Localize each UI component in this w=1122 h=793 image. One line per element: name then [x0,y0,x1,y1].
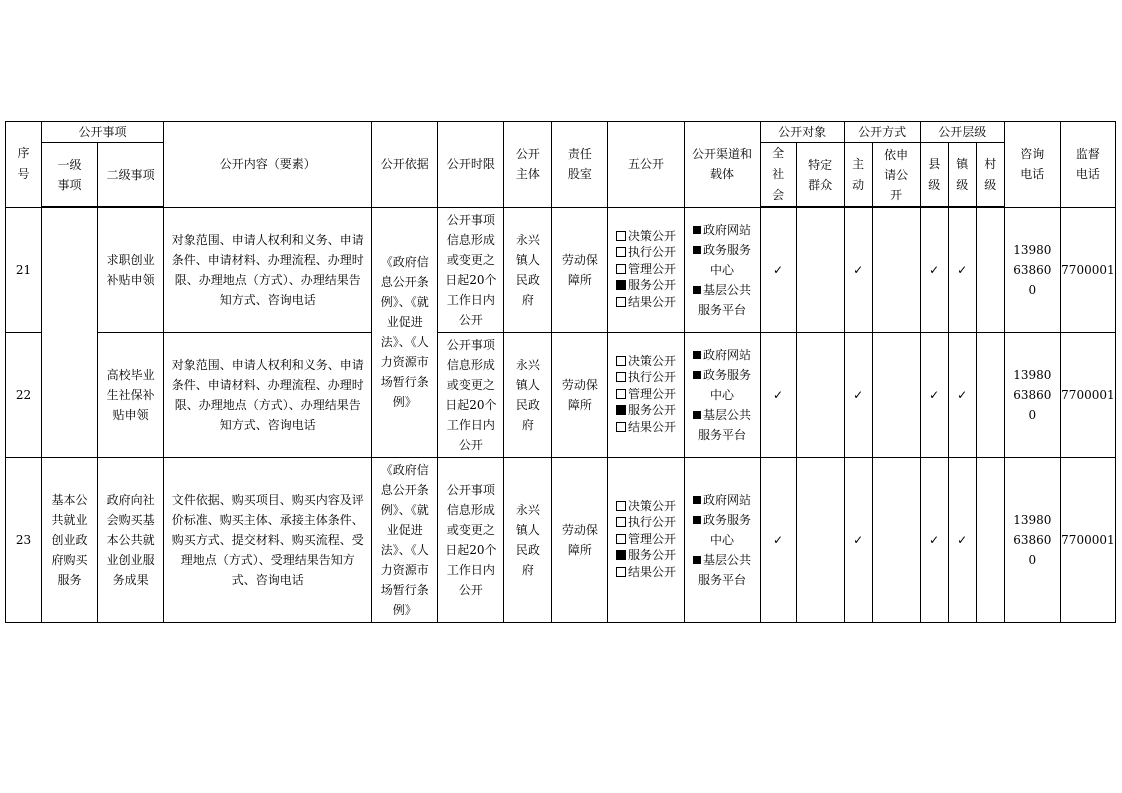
header-target-specific: 特定群众 [796,143,844,208]
checkbox-unchecked-icon [616,372,626,382]
five-public-item: 管理公开 [616,261,676,278]
check-level-town: ✓ [948,332,976,457]
filled-square-icon [693,286,701,294]
row-seq: 22 [6,332,42,457]
check-method-active: ✓ [844,457,872,622]
check-target-all: ✓ [760,457,796,622]
row-content: 对象范围、申请人权利和义务、申请条件、申请材料、办理流程、办理时限、办理地点（方式）、办理结果告知方式、咨询电话 [164,332,372,457]
row-subject: 永兴镇人民政府 [504,207,552,332]
row-supervise-phone: 7700001 [1060,332,1115,457]
header-level1: 一级事项 [42,143,98,208]
row-level2: 政府向社会购买基本公共就业创业服务成果 [98,457,164,622]
checkbox-unchecked-icon [616,534,626,544]
cell-level-village [976,207,1004,332]
check-level-town: ✓ [948,457,976,622]
row-level2: 求职创业补贴申领 [98,207,164,332]
row-subject: 永兴镇人民政府 [504,457,552,622]
checkbox-checked-icon [616,550,626,560]
cell-method-request [872,332,920,457]
row-level2: 高校毕业生社保补贴申领 [98,332,164,457]
header-level2: 二级事项 [98,143,164,208]
header-office: 责任股室 [552,122,608,208]
header-channel: 公开渠道和载体 [684,122,760,208]
header-method-request: 依申请公开 [872,143,920,208]
row-five-public [608,332,684,457]
check-level-county: ✓ [920,457,948,622]
five-public-item: 决策公开 [616,228,676,245]
five-public-item: 执行公开 [616,514,676,531]
row-supervise-phone: 7700001 [1060,207,1115,332]
header-method-active: 主动 [844,143,872,208]
header-level-group: 公开层级 [920,122,1004,143]
header-level-county: 县级 [920,143,948,208]
row-consult-phone: 13980 63860 0 [1004,457,1060,622]
row-office: 劳动保障所 [552,207,608,332]
checkbox-unchecked-icon [616,501,626,511]
row-seq: 23 [6,457,42,622]
row-supervise-phone: 7700001 [1060,457,1115,622]
header-items-group: 公开事项 [42,122,164,143]
row-level1-empty [42,207,98,457]
row-channel: 政府网站 政务服务中心 基层公共服务平台 [684,332,760,457]
row-basis: 《政府信息公开条例》、《就业促进法》、《人力资源市场暂行条例》 [372,207,438,457]
five-public-item: 管理公开 [616,386,676,403]
check-target-all: ✓ [760,207,796,332]
row-time-limit: 公开事项信息形成或变更之日起20个工作日内公开 [438,207,504,332]
cell-level-village [976,457,1004,622]
row-seq: 21 [6,207,42,332]
row-channel: 政府网站 政务服务中心 基层公共服务平台 [684,207,760,332]
five-public-item: 服务公开 [616,402,676,419]
cell-target-specific [796,457,844,622]
row-time-limit: 公开事项信息形成或变更之日起20个工作日内公开 [438,332,504,457]
checkbox-unchecked-icon [616,567,626,577]
cell-method-request [872,207,920,332]
filled-square-icon [693,496,701,504]
filled-square-icon [693,556,701,564]
check-level-county: ✓ [920,332,948,457]
check-target-all: ✓ [760,332,796,457]
cell-method-request [872,457,920,622]
check-level-county: ✓ [920,207,948,332]
five-public-item: 执行公开 [616,244,676,261]
header-level-village: 村级 [976,143,1004,208]
filled-square-icon [693,411,701,419]
check-method-active: ✓ [844,207,872,332]
filled-square-icon [693,516,701,524]
checkbox-unchecked-icon [616,247,626,257]
table-row [6,207,1116,332]
checkbox-unchecked-icon [616,422,626,432]
header-five-public: 五公开 [608,122,684,208]
filled-square-icon [693,371,701,379]
header-time-limit: 公开时限 [438,122,504,208]
five-public-item: 决策公开 [616,353,676,370]
five-public-item: 服务公开 [616,277,676,294]
filled-square-icon [693,351,701,359]
row-office: 劳动保障所 [552,332,608,457]
five-public-item: 结果公开 [616,564,676,581]
checkbox-unchecked-icon [616,231,626,241]
cell-level-village [976,332,1004,457]
checkbox-checked-icon [616,405,626,415]
filled-square-icon [693,226,701,234]
checkbox-checked-icon [616,280,626,290]
check-level-town: ✓ [948,207,976,332]
row-consult-phone: 13980 63860 0 [1004,332,1060,457]
check-method-active: ✓ [844,332,872,457]
table-row [6,457,1116,622]
header-subject: 公开主体 [504,122,552,208]
row-consult-phone: 13980 63860 0 [1004,207,1060,332]
row-five-public [608,457,684,622]
row-content: 文件依据、购买项目、购买内容及评价标准、购买主体、承接主体条件、购买方式、提交材料、购买流程、受理地点（方式）、受理结果告知方式、咨询电话 [164,457,372,622]
header-method-group: 公开方式 [844,122,920,143]
row-subject: 永兴镇人民政府 [504,332,552,457]
filled-square-icon [693,246,701,254]
row-basis: 《政府信息公开条例》、《就业促进法》、《人力资源市场暂行条例》 [372,457,438,622]
header-level-town: 镇级 [948,143,976,208]
row-office: 劳动保障所 [552,457,608,622]
checkbox-unchecked-icon [616,297,626,307]
five-public-item: 服务公开 [616,547,676,564]
row-content: 对象范围、申请人权利和义务、申请条件、申请材料、办理流程、办理时限、办理地点（方式）、办理结果告知方式、咨询电话 [164,207,372,332]
table-row [6,332,1116,457]
five-public-item: 管理公开 [616,531,676,548]
five-public-item: 结果公开 [616,419,676,436]
five-public-item: 决策公开 [616,498,676,515]
header-target-group: 公开对象 [760,122,844,143]
header-content: 公开内容（要素） [164,122,372,208]
row-channel: 政府网站 政务服务中心 基层公共服务平台 [684,457,760,622]
five-public-item: 结果公开 [616,294,676,311]
checkbox-unchecked-icon [616,264,626,274]
checkbox-unchecked-icon [616,389,626,399]
five-public-item: 执行公开 [616,369,676,386]
header-supervise-phone: 监督电话 [1060,122,1115,208]
header-seq: 序号 [6,122,42,208]
row-level1: 基本公共就业创业政府购买服务 [42,457,98,622]
checkbox-unchecked-icon [616,517,626,527]
disclosure-table [5,121,1116,623]
header-consult-phone: 咨询电话 [1004,122,1060,208]
row-time-limit: 公开事项信息形成或变更之日起20个工作日内公开 [438,457,504,622]
cell-target-specific [796,332,844,457]
header-basis: 公开依据 [372,122,438,208]
checkbox-unchecked-icon [616,356,626,366]
cell-target-specific [796,207,844,332]
row-five-public [608,207,684,332]
header-target-all: 全社会 [760,143,796,208]
